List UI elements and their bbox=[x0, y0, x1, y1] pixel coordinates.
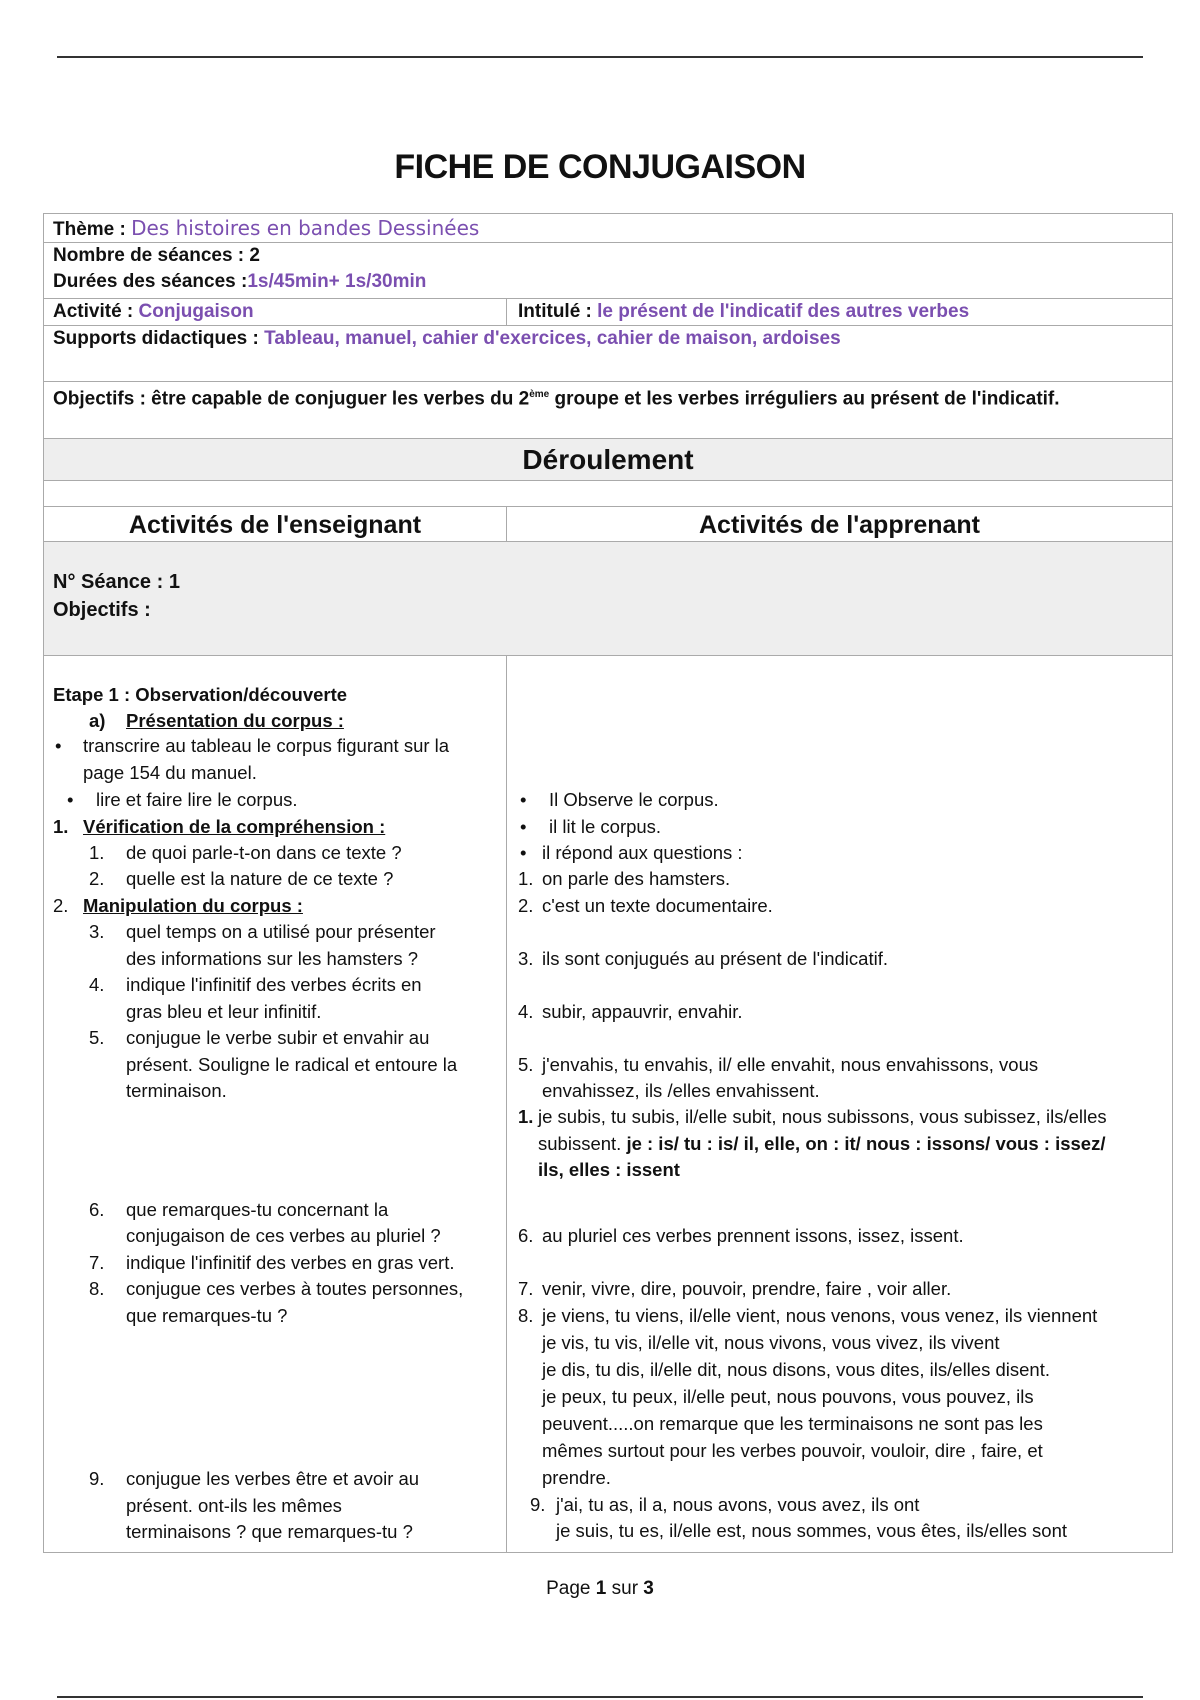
intitule-label: Intitulé : bbox=[518, 301, 598, 322]
right-line: peuvent.....on remarque que les terminaisons ne sont pas les bbox=[542, 1413, 1043, 1434]
right-line-text: subissent. bbox=[538, 1133, 627, 1154]
right-line: on parle des hamsters. bbox=[542, 868, 731, 889]
right-line bbox=[538, 1131, 1105, 1157]
list-number: 4. bbox=[518, 1001, 534, 1022]
durees-row bbox=[53, 269, 426, 295]
intitule-value: le présent de l'indicatif des autres verbes bbox=[597, 301, 970, 322]
right-line: c'est un texte documentaire. bbox=[542, 895, 773, 916]
left-line: conjugaison de ces verbes au pluriel ? bbox=[126, 1225, 441, 1246]
subheading: Présentation du corpus : bbox=[126, 710, 344, 731]
right-line: j'envahis, tu envahis, il/ elle envahit, nous envahissons, vous bbox=[542, 1054, 1039, 1075]
intitule-row bbox=[518, 299, 969, 325]
right-line: je suis, tu es, il/elle est, nous sommes, vous êtes, ils/elles sont bbox=[556, 1520, 1068, 1541]
left-line: des informations sur les hamsters ? bbox=[126, 948, 419, 969]
bullet: • bbox=[520, 789, 527, 810]
right-line: je vis, tu vis, il/elle vit, nous vivons, vous vivez, ils vivent bbox=[542, 1332, 1000, 1353]
list-number: 9. bbox=[89, 1468, 105, 1489]
list-number: 3. bbox=[89, 921, 105, 942]
left-line: terminaisons ? que remarques-tu ? bbox=[126, 1521, 413, 1542]
subheading: Manipulation du corpus : bbox=[83, 895, 303, 916]
left-line: de quoi parle-t-on dans ce texte ? bbox=[126, 842, 402, 863]
col-enseignant-heading: Activités de l'enseignant bbox=[128, 511, 422, 539]
lesson-table bbox=[43, 213, 1173, 1553]
list-number: 7. bbox=[89, 1252, 105, 1273]
list-number: 3. bbox=[518, 948, 534, 969]
col-divider bbox=[506, 655, 507, 1552]
subheading: Vérification de la compréhension : bbox=[83, 816, 386, 837]
left-line: présent. Souligne le radical et entoure la bbox=[126, 1054, 458, 1075]
list-number: 7. bbox=[518, 1278, 534, 1299]
list-number: 2. bbox=[518, 895, 534, 916]
list-number: 5. bbox=[518, 1054, 534, 1075]
objectifs-text: Objectifs : être capable de conjuguer les verbes du 2 bbox=[53, 388, 530, 410]
right-line: je viens, tu viens, il/elle vient, nous venons, vous venez, ils viennent bbox=[542, 1305, 1098, 1326]
left-line: conjugue le verbe subir et envahir au bbox=[126, 1027, 430, 1048]
right-line: je dis, tu dis, il/elle dit, nous disons, vous dites, ils/elles disent. bbox=[542, 1359, 1050, 1380]
right-line: ils, elles : issent bbox=[538, 1159, 680, 1180]
list-number: 8. bbox=[89, 1278, 105, 1299]
bullet: • bbox=[67, 789, 74, 810]
left-line: quel temps on a utilisé pour présenter bbox=[126, 921, 436, 942]
sub-marker: a) bbox=[89, 710, 106, 731]
left-line: présent. ont-ils les mêmes bbox=[126, 1495, 342, 1516]
right-line: prendre. bbox=[542, 1467, 611, 1488]
etape-heading: Etape 1 : Observation/découverte bbox=[53, 684, 348, 705]
right-line: au pluriel ces verbes prennent issons, issez, issent. bbox=[542, 1225, 964, 1246]
supports-value: Tableau, manuel, cahier d'exercices, cahier de maison, ardoises bbox=[264, 328, 841, 349]
right-line: venir, vivre, dire, pouvoir, prendre, faire , voir aller. bbox=[542, 1278, 952, 1299]
theme-value: Des histoires en bandes Dessinées bbox=[131, 216, 480, 240]
bottom-rule bbox=[57, 1696, 1143, 1698]
page-label: Page bbox=[546, 1578, 596, 1599]
page-sur: sur bbox=[606, 1578, 644, 1599]
left-line: indique l'infinitif des verbes écrits en bbox=[126, 974, 422, 995]
row-divider bbox=[44, 438, 1172, 439]
left-line: conjugue ces verbes à toutes personnes, bbox=[126, 1278, 464, 1299]
left-line: lire et faire lire le corpus. bbox=[96, 789, 298, 810]
left-line: conjugue les verbes être et avoir au bbox=[126, 1468, 420, 1489]
list-number: 1. bbox=[518, 868, 534, 889]
left-line: transcrire au tableau le corpus figurant sur la bbox=[83, 735, 450, 756]
list-number: 1. bbox=[53, 816, 69, 837]
list-number: 2. bbox=[53, 895, 69, 916]
right-line: je subis, tu subis, il/elle subit, nous subissons, vous subissez, ils/elles bbox=[538, 1106, 1107, 1127]
left-line: que remarques-tu concernant la bbox=[126, 1199, 389, 1220]
bullet: • bbox=[520, 842, 527, 863]
list-number: 8. bbox=[518, 1305, 534, 1326]
left-line: que remarques-tu ? bbox=[126, 1305, 288, 1326]
durees-value: 1s/45min+ 1s/30min bbox=[247, 271, 427, 292]
right-line: ils sont conjugués au présent de l'indicatif. bbox=[542, 948, 888, 969]
right-line: Il Observe le corpus. bbox=[549, 789, 719, 810]
right-line-bold: je : is/ tu : is/ il, elle, on : it/ nous : issons/ vous : issez/ bbox=[626, 1133, 1106, 1154]
seance-objectifs: Objectifs : bbox=[53, 599, 151, 621]
left-line: gras bleu et leur infinitif. bbox=[126, 1001, 322, 1022]
right-line: j'ai, tu as, il a, nous avons, vous avez, ils ont bbox=[556, 1494, 920, 1515]
right-line: envahissez, ils /elles envahissent. bbox=[542, 1080, 820, 1101]
left-line: quelle est la nature de ce texte ? bbox=[126, 868, 394, 889]
activite-label: Activité : bbox=[53, 301, 139, 322]
activite-row bbox=[53, 299, 254, 325]
list-number: 2. bbox=[89, 868, 105, 889]
list-number: 1. bbox=[89, 842, 105, 863]
row-divider bbox=[44, 480, 1172, 481]
right-line: je peux, tu peux, il/elle peut, nous pouvons, vous pouvez, ils bbox=[542, 1386, 1034, 1407]
left-line: page 154 du manuel. bbox=[83, 762, 257, 783]
supports-label: Supports didactiques : bbox=[53, 328, 265, 349]
right-line: subir, appauvrir, envahir. bbox=[542, 1001, 743, 1022]
row-divider bbox=[44, 541, 1172, 542]
col-apprenant-heading: Activités de l'apprenant bbox=[698, 511, 981, 539]
seances-count: Nombre de séances : 2 bbox=[53, 245, 260, 266]
supports-row bbox=[53, 326, 841, 352]
objectifs-sup: ème bbox=[529, 389, 550, 400]
right-line: mêmes surtout pour les verbes pouvoir, vouloir, dire , faire, et bbox=[542, 1440, 1043, 1461]
bullet: • bbox=[55, 735, 62, 756]
page-title: FICHE DE CONJUGAISON bbox=[394, 148, 806, 186]
page-number: 1 bbox=[595, 1578, 607, 1599]
left-line: terminaison. bbox=[126, 1080, 227, 1101]
col-divider bbox=[506, 298, 507, 325]
list-number: 6. bbox=[89, 1199, 105, 1220]
list-number: 6. bbox=[518, 1225, 534, 1246]
page-total: 3 bbox=[643, 1578, 654, 1599]
durees-label: Durées des séances : bbox=[53, 271, 248, 292]
list-number: 5. bbox=[89, 1027, 105, 1048]
list-number: 1. bbox=[518, 1106, 534, 1127]
top-rule bbox=[57, 56, 1143, 58]
deroulement-heading: Déroulement bbox=[522, 444, 694, 475]
list-number: 4. bbox=[89, 974, 105, 995]
activite-value: Conjugaison bbox=[138, 301, 254, 322]
row-divider bbox=[44, 506, 1172, 507]
objectifs-text-end: groupe et les verbes irréguliers au présent de l'indicatif. bbox=[549, 388, 1060, 410]
objectifs-row bbox=[53, 382, 1060, 412]
left-line: indique l'infinitif des verbes en gras vert. bbox=[126, 1252, 455, 1273]
list-number: 9. bbox=[530, 1494, 546, 1515]
right-line: il lit le corpus. bbox=[549, 816, 662, 837]
theme-row bbox=[53, 215, 479, 243]
right-line: il répond aux questions : bbox=[542, 842, 743, 863]
theme-label: Thème : bbox=[53, 219, 132, 240]
seance-band bbox=[44, 542, 1172, 655]
row-divider bbox=[44, 655, 1172, 656]
seance-number: N° Séance : 1 bbox=[53, 571, 180, 593]
bullet: • bbox=[520, 816, 527, 837]
page-footer bbox=[0, 1578, 1200, 1600]
